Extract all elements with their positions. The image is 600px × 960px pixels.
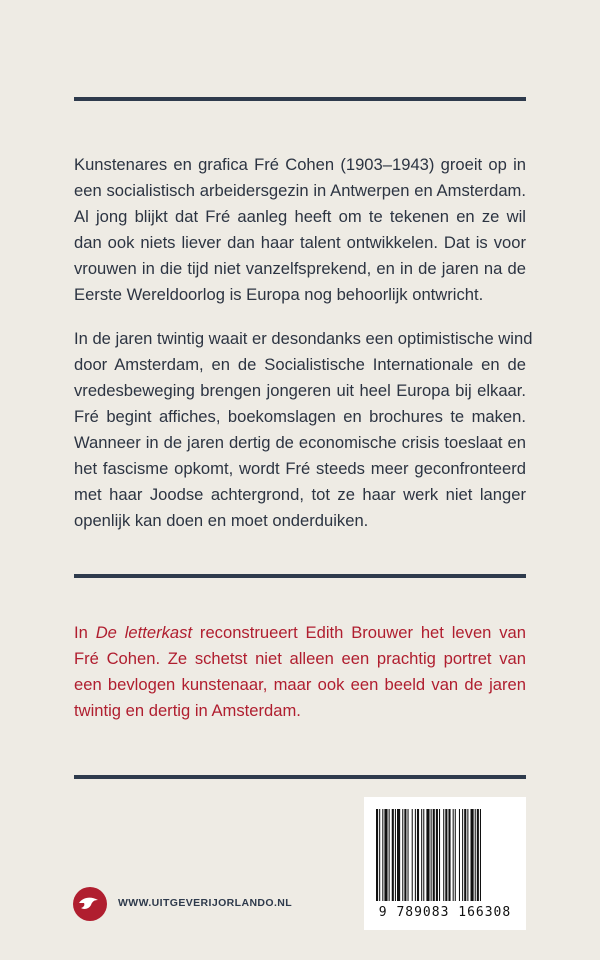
top-divider xyxy=(74,97,526,101)
text-line: vredesbeweging brengen jongeren uit heel Europa bij elkaar. xyxy=(74,381,526,400)
text-line: een socialistisch arbeidersgezin in Antwerpen en Amsterdam. xyxy=(74,181,526,200)
barcode-bar xyxy=(445,809,447,901)
text-line: Eerste Wereldoorlog is Europa nog behoorlijk ontwricht. xyxy=(74,285,484,304)
barcode-bar xyxy=(384,809,387,901)
text-line xyxy=(74,620,526,646)
highlight-paragraph xyxy=(74,620,526,724)
barcode-bar xyxy=(415,809,416,901)
text-line: In de jaren twintig waait er desondanks een optimistische wind xyxy=(74,329,533,348)
barcode-bar xyxy=(408,809,409,901)
text-line: vrouwen in die tijd niet vanzelfsprekend, en in de jaren na de xyxy=(74,259,526,278)
barcode-bar xyxy=(475,809,476,901)
barcode-bar xyxy=(477,809,479,901)
barcode-bar xyxy=(464,809,466,901)
barcode-bar xyxy=(417,809,419,901)
barcode-bar xyxy=(376,809,378,901)
barcode-bar xyxy=(471,809,474,901)
barcode-bar xyxy=(433,809,435,901)
barcode-bar xyxy=(397,809,400,901)
barcode-bar xyxy=(404,809,406,901)
barcode-bar xyxy=(448,809,450,901)
middle-divider xyxy=(74,574,526,578)
text-line: door Amsterdam, en de Socialistische Internationale en de xyxy=(74,355,526,374)
text-line: Fré Cohen. Ze schetst niet alleen een prachtig portret van xyxy=(74,649,526,668)
highlight-line1-rest: reconstrueert Edith Brouwer het leven van xyxy=(192,623,527,642)
text-line: twintig en dertig in Amsterdam. xyxy=(74,701,301,720)
barcode-bar xyxy=(395,809,396,901)
barcode-bar xyxy=(423,809,424,901)
text-line: een bevlogen kunstenaar, maar ook een beeld van de jaren xyxy=(74,675,526,694)
barcode xyxy=(364,797,526,930)
text-line: Fré begint affiches, boekomslagen en brochures te maken. xyxy=(74,407,526,426)
barcode-bar xyxy=(421,809,422,901)
barcode-bar xyxy=(439,809,440,901)
book-title: De letterkast xyxy=(95,623,193,642)
publisher-website: WWW.UITGEVERIJORLANDO.NL xyxy=(118,897,293,909)
barcode-bar xyxy=(382,809,383,901)
text-line: Wanneer in de jaren dertig de economische crisis toeslaat en xyxy=(74,433,526,452)
barcode-bar xyxy=(426,809,429,901)
barcode-bar xyxy=(389,809,390,901)
text-line: met haar Joodse achtergrond, tot ze haar werk niet langer xyxy=(74,485,526,504)
barcode-bar xyxy=(462,809,463,901)
barcode-bar xyxy=(379,809,380,901)
barcode-bar xyxy=(459,809,460,901)
bottom-divider xyxy=(74,775,526,779)
text-line: Kunstenares en grafica Fré Cohen (1903–1943) groeit op in xyxy=(74,155,526,174)
barcode-bar xyxy=(455,809,456,901)
highlight-prefix: In xyxy=(74,623,96,642)
blurb-paragraph-1 xyxy=(74,152,526,308)
barcode-bar xyxy=(431,809,432,901)
barcode-bar xyxy=(467,809,468,901)
publisher-logo-icon xyxy=(72,886,108,922)
barcode-bars xyxy=(376,809,514,901)
text-line: dan ook niets liever dan haar talent ontwikkelen. Dat is voor xyxy=(74,233,526,252)
text-line: Al jong blijkt dat Fré aanleg heeft om te tekenen en ze wil xyxy=(74,207,526,226)
barcode-bar xyxy=(480,809,481,901)
blurb-paragraph-2 xyxy=(74,326,533,534)
barcode-bar xyxy=(412,809,413,901)
barcode-bar xyxy=(453,809,454,901)
barcode-bar xyxy=(392,809,394,901)
barcode-bar xyxy=(436,809,438,901)
text-line: het fascisme opkomt, wordt Fré steeds meer geconfronteerd xyxy=(74,459,526,478)
barcode-bar xyxy=(402,809,403,901)
text-line: openlijk kan doen en moet onderduiken. xyxy=(74,511,369,530)
barcode-number: 9 789083 166308 xyxy=(378,905,512,920)
barcode-bar xyxy=(443,809,444,901)
